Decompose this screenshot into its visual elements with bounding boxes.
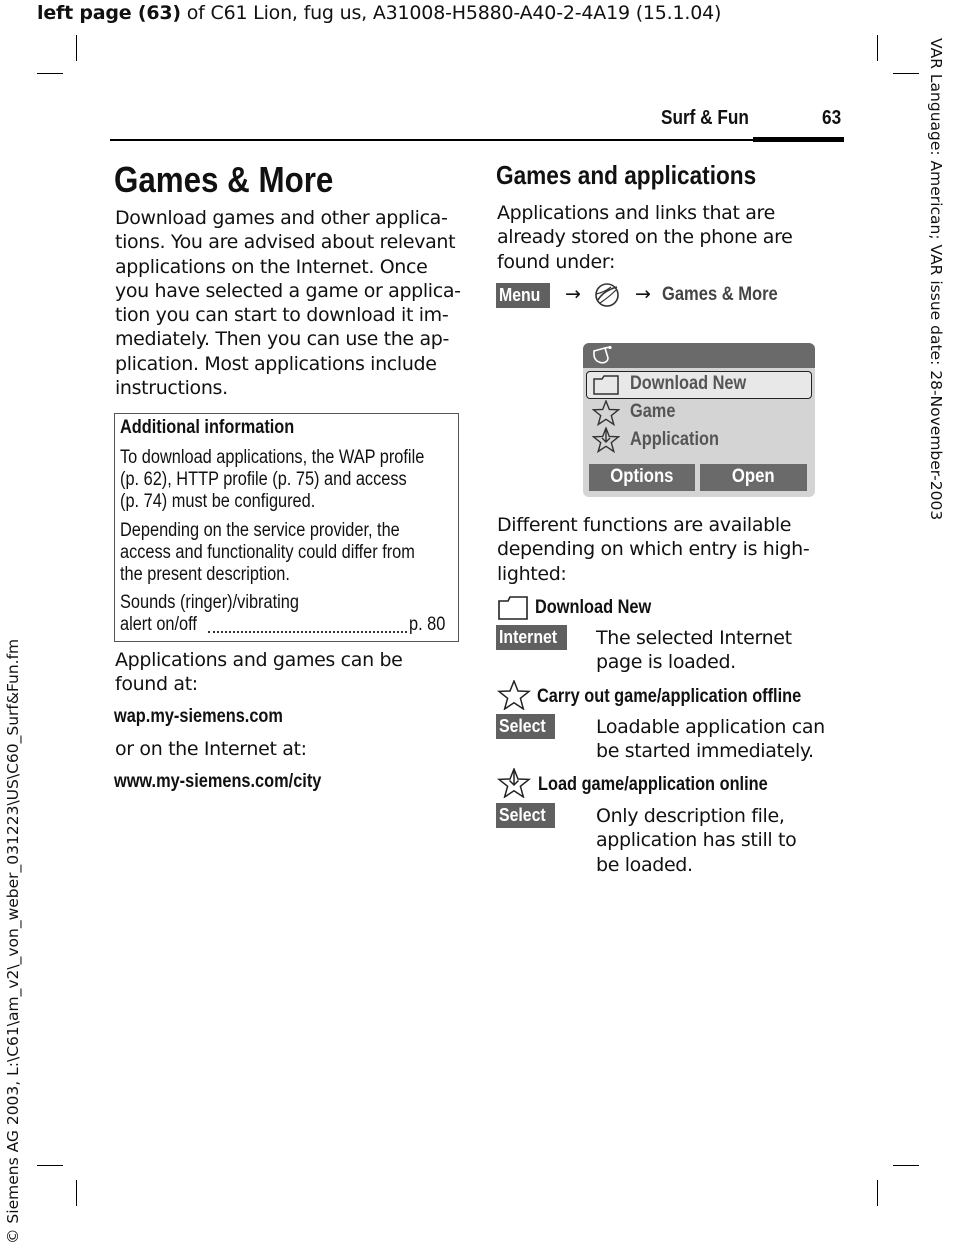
- text-line: tions. You are advised about relevant: [115, 231, 456, 254]
- or-internet-text: [115, 737, 307, 761]
- crop-mark: [76, 35, 77, 61]
- found-at-paragraph: [115, 648, 403, 697]
- text-line: Depending on the service provider, the: [120, 520, 400, 541]
- info-box-ref-text: alert on/off: [120, 614, 197, 635]
- select-key[interactable]: [496, 714, 555, 739]
- info-box-ref-text: Sounds (ringer)/vibrating: [120, 592, 299, 613]
- star-download-icon: [497, 768, 531, 798]
- softkey-label: Options: [610, 466, 674, 487]
- text-line: already stored on the phone are: [497, 226, 793, 249]
- bell-icon: [590, 345, 616, 367]
- menu-item-game[interactable]: Game: [630, 401, 676, 422]
- wap-url[interactable]: wap.my-siemens.com: [114, 706, 283, 727]
- info-box-paragraph: [120, 447, 424, 513]
- text-line: Loadable application can: [596, 716, 825, 738]
- text-line: applications on the Internet. Once: [115, 255, 428, 278]
- crop-mark: [877, 35, 878, 61]
- running-head-section: Surf & Fun: [661, 107, 749, 129]
- star-download-icon: [592, 427, 620, 453]
- arrow-right-icon: →: [565, 283, 581, 305]
- text-line: application has still to: [596, 829, 797, 852]
- entry-title-download-new: Download New: [535, 597, 652, 618]
- entry-description: [596, 626, 792, 675]
- menu-item-download-new[interactable]: Download New: [630, 373, 747, 394]
- slug-rest: of C61 Lion, fug us, A31008-H5880-A40-2-4A19 (15.1.04): [180, 2, 722, 24]
- var-language-slug: VAR Language: American; VAR issue date: 28-November-2003: [927, 38, 945, 521]
- page-title: Games & More: [114, 159, 334, 200]
- select-key[interactable]: [496, 803, 555, 828]
- header-rule-accent: [753, 137, 844, 142]
- text-line: lighted:: [497, 562, 567, 585]
- options-softkey[interactable]: [589, 464, 695, 491]
- text-line: depending on which entry is high-: [497, 538, 810, 561]
- apps-paragraph: [497, 201, 792, 274]
- web-url[interactable]: www.my-siemens.com/city: [114, 771, 322, 792]
- entry-description: [596, 715, 825, 764]
- page-reference-link[interactable]: p. 80: [409, 614, 446, 635]
- menu-key[interactable]: [496, 283, 550, 308]
- slug-bold: left page (63): [37, 2, 181, 24]
- globe-icon: [592, 281, 622, 309]
- text-line: the present description.: [120, 564, 290, 585]
- text-line: be loaded.: [596, 853, 693, 876]
- text-line: plication. Most applications include: [115, 352, 437, 375]
- menu-path-target: Games & More: [662, 284, 778, 305]
- crop-mark: [37, 73, 63, 74]
- crop-mark: [37, 1165, 63, 1166]
- text-line: page is loaded.: [596, 651, 736, 674]
- text-line: (p. 62), HTTP profile (p. 75) and access: [120, 469, 407, 490]
- info-box-title: Additional information: [120, 417, 295, 438]
- functions-paragraph: [497, 513, 809, 586]
- text-line: The selected Internet: [596, 627, 792, 649]
- crop-mark: [76, 1180, 77, 1206]
- star-outline-icon: [592, 400, 620, 426]
- menu-item-application[interactable]: Application: [630, 429, 719, 450]
- print-slug-line: [37, 2, 721, 24]
- additional-info-box: [114, 413, 459, 642]
- key-label: Select: [499, 716, 546, 736]
- text-line: To download applications, the WAP profile: [120, 447, 425, 468]
- entry-title-online: Load game/application online: [538, 774, 768, 795]
- key-label: Select: [499, 805, 546, 825]
- text-line: Applications and links that are: [497, 202, 775, 224]
- internet-key[interactable]: [496, 625, 567, 650]
- text-line: instructions.: [115, 377, 228, 400]
- text-line: Download games and other applica-: [115, 207, 448, 229]
- header-rule: [110, 139, 753, 141]
- section-heading: Games and applications: [496, 160, 757, 190]
- text-line: access and functionality could differ from: [120, 542, 415, 563]
- crop-mark: [893, 1165, 919, 1166]
- entry-title-offline: Carry out game/application offline: [537, 686, 802, 707]
- text-line: found at:: [115, 673, 198, 696]
- dot-leader: [208, 631, 407, 633]
- phone-screen: [583, 343, 815, 497]
- info-box-paragraph: [120, 520, 415, 586]
- folder-icon: [497, 595, 529, 621]
- folder-icon: [592, 374, 620, 396]
- entry-description: [596, 804, 796, 877]
- text-line: tion you can start to download it im-: [115, 304, 449, 327]
- text-line: mediately. Then you can use the ap-: [115, 328, 449, 351]
- open-softkey[interactable]: [700, 464, 807, 491]
- text-line: Only description file,: [596, 805, 785, 827]
- key-label: Internet: [499, 627, 558, 647]
- text-line: (p. 74) must be configured.: [120, 491, 316, 512]
- text-line: you have selected a game or applica-: [115, 279, 461, 302]
- arrow-right-icon: →: [635, 283, 651, 305]
- text-line: be started immediately.: [596, 740, 814, 763]
- text-line: found under:: [497, 250, 616, 273]
- crop-mark: [893, 73, 919, 74]
- page-number: 63: [822, 107, 842, 129]
- menu-key-label: Menu: [499, 285, 541, 305]
- text-line: or on the Internet at:: [115, 738, 307, 760]
- file-path-slug: © Siemens AG 2003, L:\C61\am_v2\_von_weber_031223\US\C60_Surf&Fun.fm: [4, 638, 22, 1244]
- intro-paragraph: [115, 206, 461, 400]
- phone-screen-header: [583, 343, 815, 368]
- text-line: Different functions are available: [497, 514, 792, 536]
- softkey-label: Open: [732, 466, 775, 487]
- star-outline-icon: [497, 680, 531, 710]
- crop-mark: [877, 1180, 878, 1206]
- text-line: Applications and games can be: [115, 649, 403, 671]
